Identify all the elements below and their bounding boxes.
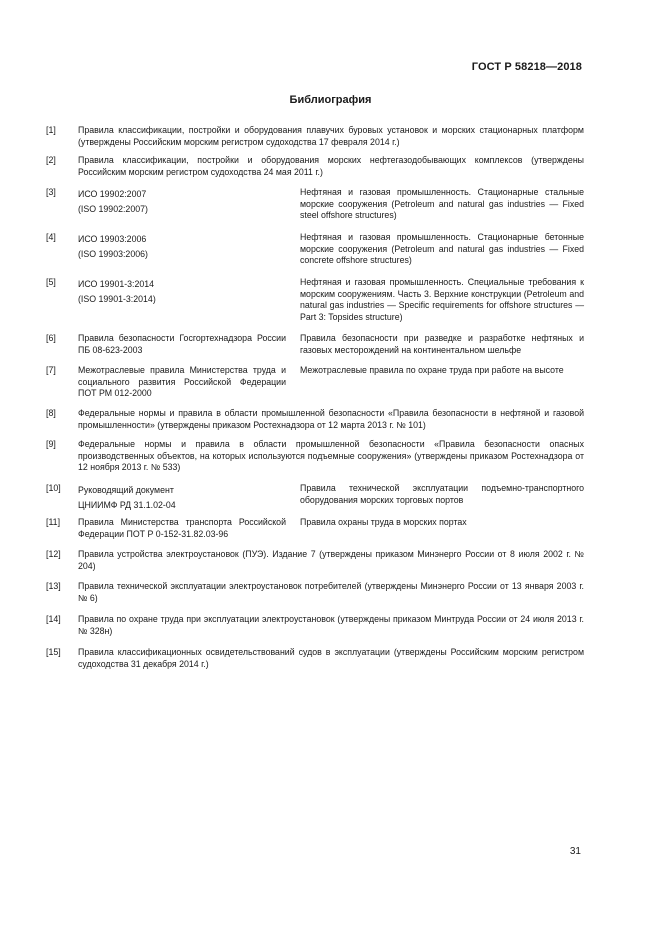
entry-document-code: ИСО 19901-3:2014 bbox=[78, 279, 155, 289]
entry-text: Правила классификации, постройки и оборудования морских нефтегазодобывающих комплексов (утверждены Российским морским регистром судоходства 24 мая 2011 г.) bbox=[78, 155, 584, 177]
entry-document-code: ЦНИИМФ РД 31.1.02-04 bbox=[78, 500, 176, 510]
entry-document bbox=[78, 277, 286, 307]
entry-description: Нефтяная и газовая промышленность. Стационарные бетонные морские сооружения (Petroleum and natural gas industries — Fixed concrete offshore structures) bbox=[300, 232, 584, 266]
entry-number: [9] bbox=[46, 439, 56, 449]
entry-document-code-en: (ISO 19902:2007) bbox=[78, 204, 148, 214]
entry-description: Правила безопасности при разведке и разработке нефтяных и газовых месторождений на континентальном шельфе bbox=[300, 333, 584, 355]
entry-description: Правила охраны труда в морских портах bbox=[300, 517, 467, 527]
entry-document-code-en: (ISO 19903:2006) bbox=[78, 249, 148, 259]
entry-number: [12] bbox=[46, 549, 61, 559]
entry-document: Межотраслевые правила Министерства труда и социального развития Российской Федерации ПОТ РМ 012-2000 bbox=[78, 365, 286, 399]
entry-text: Правила по охране труда при эксплуатации электроустановок (утверждены приказом Минтруда России от 24 июля 2013 г. № 328н) bbox=[78, 614, 584, 636]
entry-document-code-en: (ISO 19901-3:2014) bbox=[78, 294, 156, 304]
entry-description: Нефтяная и газовая промышленность. Специальные требования к морским сооружениям. Часть 3. Верхние конструкции (Petroleum and natural gas industries — Specific requirements for offshore structures — Part 3: Topsides structure) bbox=[300, 277, 584, 323]
standard-designation: ГОСТ Р 58218—2018 bbox=[471, 61, 582, 73]
entry-text: Федеральные нормы и правила в области промышленной безопасности «Правила безопасности в нефтяной и газовой промышленности» (утверждены приказом Ростехнадзора от 12 марта 2013 г. № 101) bbox=[78, 408, 584, 430]
page-number: 31 bbox=[569, 846, 581, 857]
entry-text: Правила классификации, постройки и оборудования плавучих буровых установок и морских стационарных платформ (утверждены Российским морским регистром судоходства 17 февраля 2014 г.) bbox=[78, 125, 584, 147]
entry-number: [10] bbox=[46, 483, 61, 493]
entry-text: Правила устройства электроустановок (ПУЭ). Издание 7 (утверждены приказом Минэнерго России от 8 июля 2002 г. № 204) bbox=[78, 549, 584, 571]
entry-description: Нефтяная и газовая промышленность. Стационарные стальные морские сооружения (Petroleum and natural gas industries — Fixed steel offshore structures) bbox=[300, 187, 584, 221]
entry-number: [1] bbox=[46, 125, 56, 135]
entry-number: [8] bbox=[46, 408, 56, 418]
entry-document bbox=[78, 187, 286, 217]
entry-text: Правила классификационных освидетельствований судов в эксплуатации (утверждены Российским морским регистром судоходства 31 декабря 2014 г.) bbox=[78, 647, 584, 669]
entry-number: [14] bbox=[46, 614, 61, 624]
entry-number: [3] bbox=[46, 187, 56, 197]
entry-number: [11] bbox=[46, 517, 61, 527]
entry-description: Правила технической эксплуатации подъемно-транспортного оборудования морских торговых портов bbox=[300, 483, 584, 505]
entry-text: Правила технической эксплуатации электроустановок потребителей (утверждены Минэнерго России от 13 января 2003 г. № 6) bbox=[78, 581, 584, 603]
entry-number: [4] bbox=[46, 232, 56, 242]
entry-text: Федеральные нормы и правила в области промышленной безопасности «Правила безопасности опасных производственных объектов, на которых используются подъемные сооружения» (утверждены приказом Ростехнадзора от 12 ноября 2013 г. № 533) bbox=[78, 439, 584, 473]
entry-number: [15] bbox=[46, 647, 61, 657]
entry-document-type: Руководящий документ bbox=[78, 485, 174, 495]
entry-number: [5] bbox=[46, 277, 56, 287]
entry-description: Межотраслевые правила по охране труда при работе на высоте bbox=[300, 365, 564, 375]
entry-number: [7] bbox=[46, 365, 56, 375]
entry-document bbox=[78, 232, 286, 262]
entry-document: Правила безопасности Госгортехнадзора России ПБ 08-623-2003 bbox=[78, 333, 286, 355]
entry-document-code: ИСО 19903:2006 bbox=[78, 234, 147, 244]
entry-document bbox=[78, 483, 286, 513]
entry-document-code: ИСО 19902:2007 bbox=[78, 189, 147, 199]
entry-number: [2] bbox=[46, 155, 56, 165]
entry-number: [6] bbox=[46, 333, 56, 343]
entry-document: Правила Министерства транспорта Российской Федерации ПОТ Р 0-152-31.82.03-96 bbox=[78, 517, 286, 539]
entry-number: [13] bbox=[46, 581, 61, 591]
page-title: Библиография bbox=[289, 94, 372, 106]
